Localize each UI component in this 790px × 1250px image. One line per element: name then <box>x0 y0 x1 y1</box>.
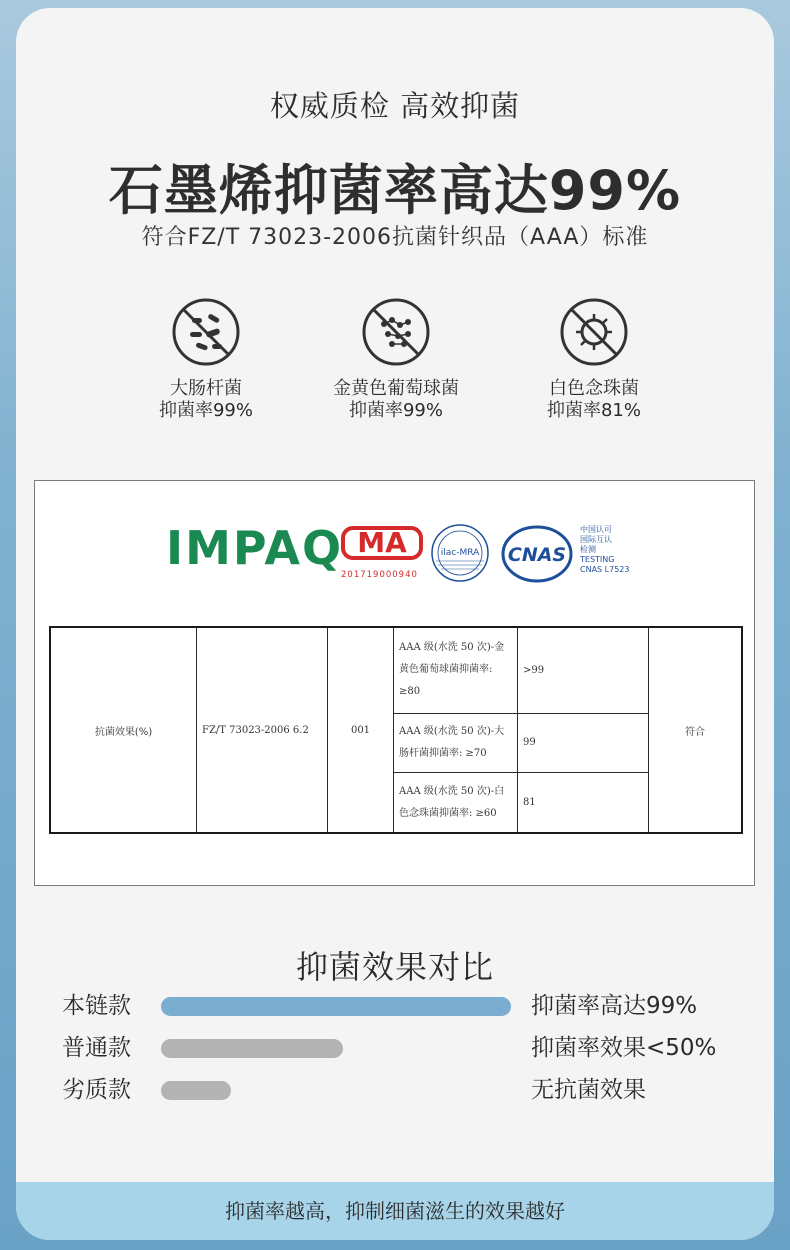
cnas-line: 检测 <box>580 545 596 554</box>
comparison-result: 抑菌率高达99% <box>531 993 698 1019</box>
cnas-line: 国际互认 <box>580 535 612 544</box>
table-cell-requirement: AAA 级(水洗 50 次)-白色念珠菌抑菌率: ≥60 <box>394 773 518 833</box>
table-cell-requirement: AAA 级(水洗 50 次)-大肠杆菌抑菌率: ≥70 <box>394 713 518 773</box>
bacteria-name: 白色念珠菌 <box>549 378 639 399</box>
table-cell-item: 抗菌效果(%) <box>50 627 197 833</box>
cnas-text: CNAS <box>507 544 567 566</box>
table-cell-code: 001 <box>328 627 394 833</box>
ilac-text: ilac-MRA <box>440 548 480 558</box>
no-bacteria-icon <box>172 298 240 366</box>
ma-logo: MA <box>341 526 423 560</box>
content-card <box>16 8 774 1240</box>
footer-banner: 抑菌率越高，抑制细菌滋生的效果越好 <box>16 1182 774 1240</box>
cnas-caption <box>580 525 629 575</box>
table-cell-result: 99 <box>518 713 649 773</box>
cnas-line: 中国认可 <box>580 525 612 534</box>
comparison-result: 抑菌率效果<50% <box>531 1035 717 1061</box>
bacteria-item-candida <box>504 298 684 422</box>
comparison-title: 抑菌效果对比 <box>295 948 494 986</box>
standard-text: 符合FZ/T 73023-2006抗菌针织品（AAA）标准 <box>141 225 649 250</box>
bacteria-rate: 抑菌率99% <box>158 400 253 421</box>
headline: 石墨烯抑菌率高达99% <box>108 159 682 222</box>
bacteria-item-ecoli <box>116 298 296 422</box>
comparison-bar <box>161 997 511 1016</box>
subtitle: 权威质检 高效抑菌 <box>269 89 521 123</box>
ma-number: 201719000940 <box>341 570 418 580</box>
comparison-label: 本链款 <box>62 993 131 1019</box>
report-table <box>49 626 743 834</box>
comparison-label: 普通款 <box>62 1035 131 1061</box>
cnas-line: CNAS L7523 <box>580 565 630 574</box>
cnas-line: TESTING <box>580 555 615 564</box>
comparison-row <box>16 1030 774 1066</box>
no-cocci-icon <box>362 298 430 366</box>
bacteria-rate: 抑菌率81% <box>546 400 641 421</box>
comparison-label: 劣质款 <box>62 1077 131 1103</box>
table-cell-result: 81 <box>518 773 649 833</box>
table-cell-method: FZ/T 73023-2006 6.2 <box>197 627 328 833</box>
comparison-bar <box>161 1081 231 1100</box>
comparison-bar <box>161 1039 343 1058</box>
bacteria-name: 大肠杆菌 <box>170 378 242 399</box>
comparison-row <box>16 988 774 1024</box>
comparison-row <box>16 1072 774 1108</box>
test-report <box>34 480 755 886</box>
comparison-result: 无抗菌效果 <box>531 1077 646 1103</box>
cnas-logo <box>501 525 573 583</box>
table-cell-result: >99 <box>518 627 649 713</box>
bacteria-rate: 抑菌率99% <box>348 400 443 421</box>
table-cell-requirement: AAA 级(水洗 50 次)-金黄色葡萄球菌抑菌率: ≥80 <box>394 627 518 713</box>
table-cell-verdict: 符合 <box>649 627 743 833</box>
no-virus-icon <box>560 298 628 366</box>
bacteria-name: 金黄色葡萄球菌 <box>333 378 459 399</box>
table-row <box>50 627 742 713</box>
ilac-logo <box>430 523 490 583</box>
bacteria-item-staph <box>306 298 486 422</box>
impaq-logo: IMPAQ <box>166 521 344 575</box>
